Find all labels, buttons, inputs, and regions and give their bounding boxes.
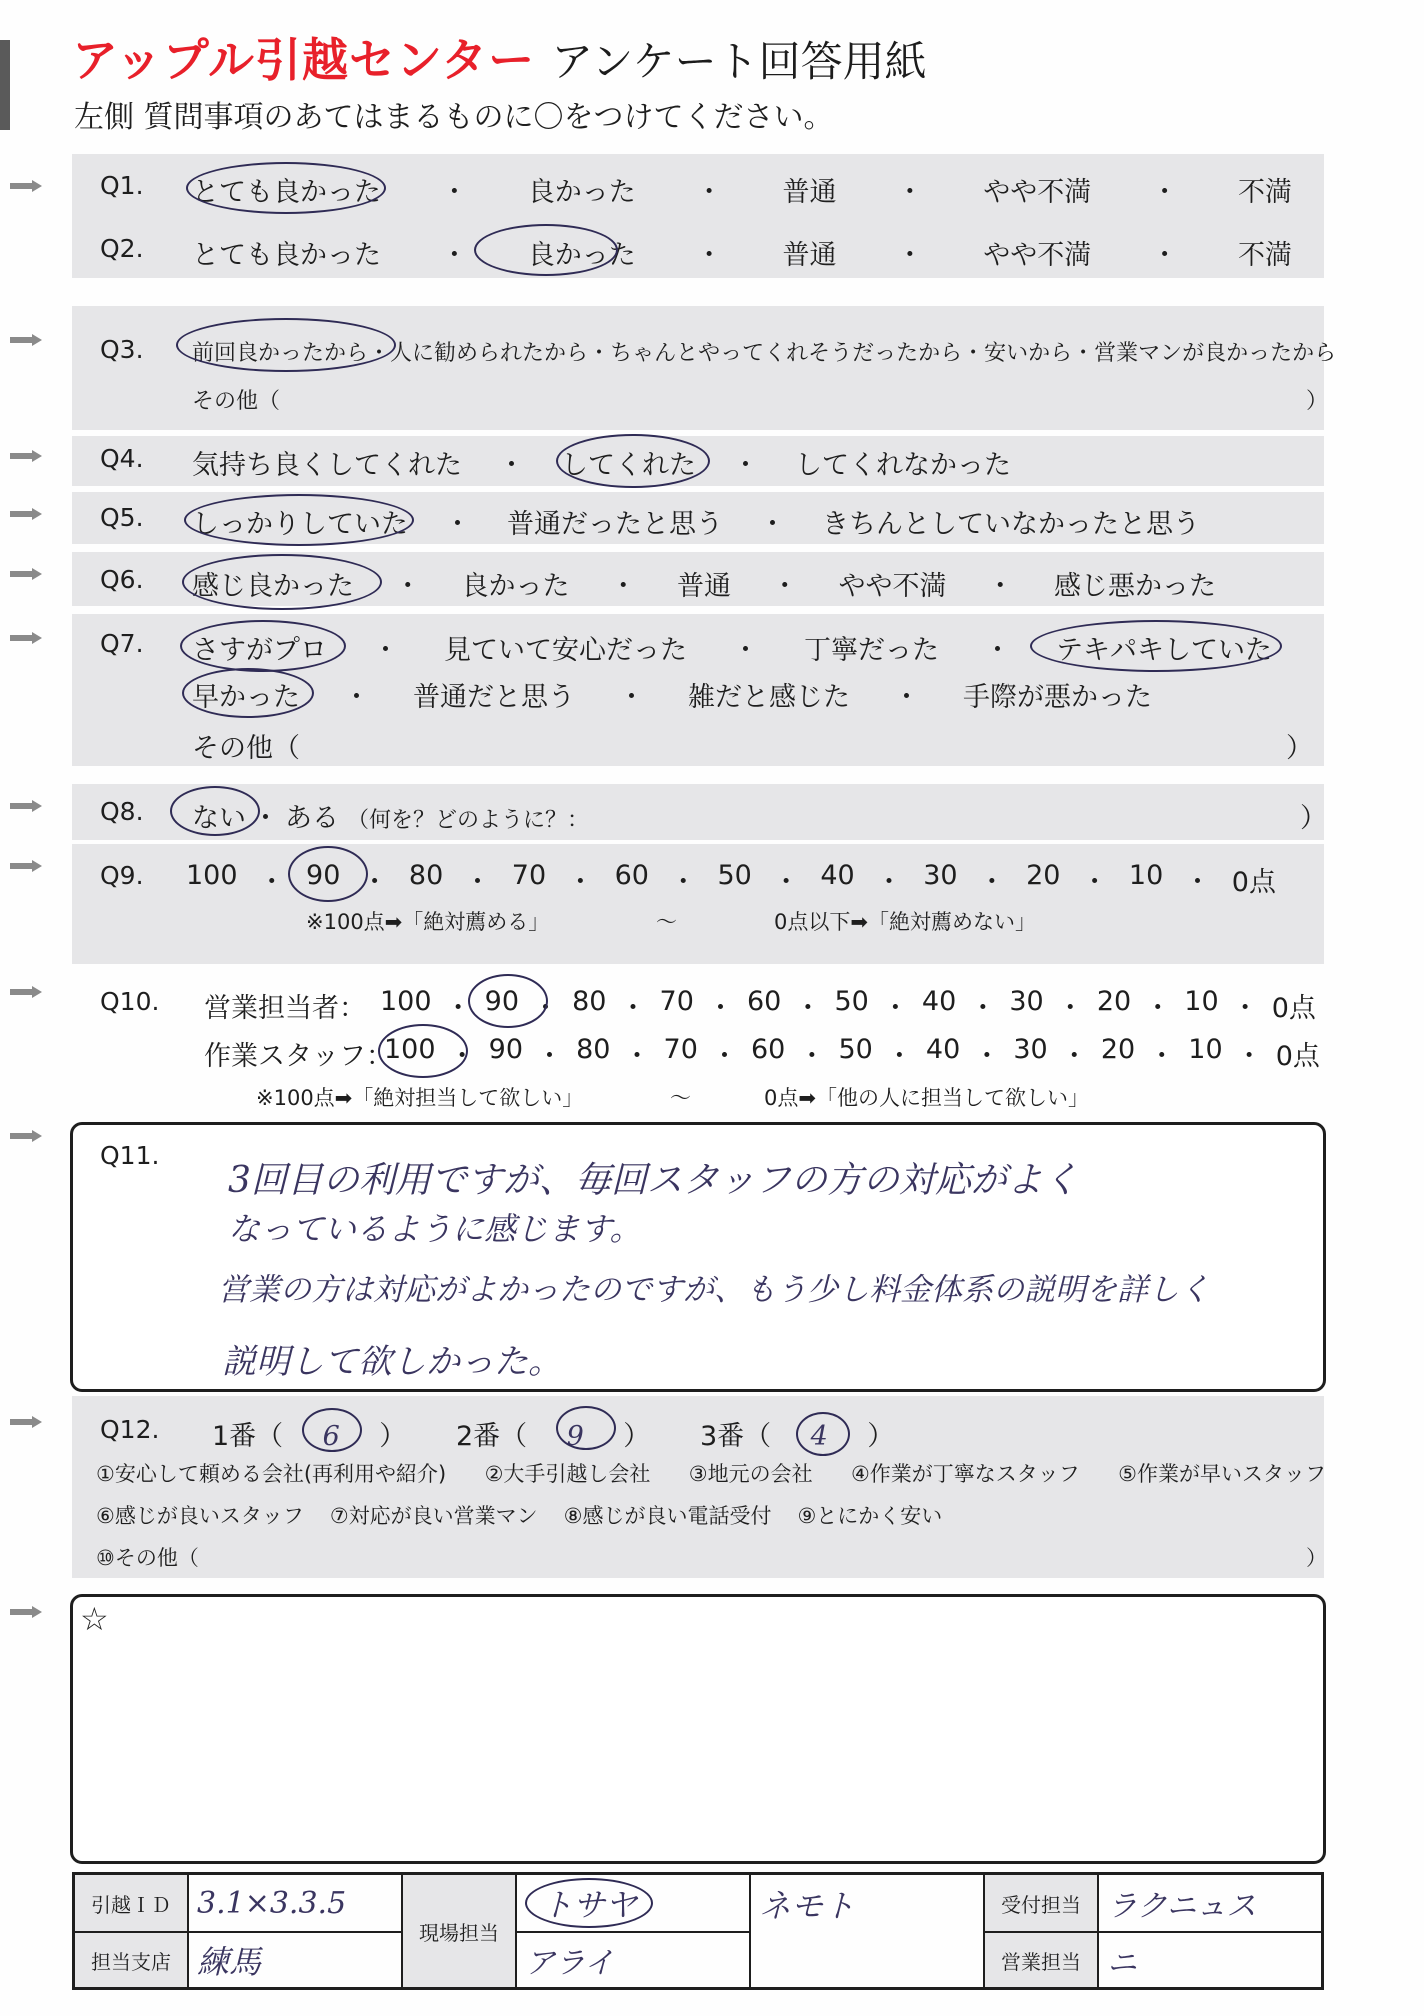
q1-option-5[interactable]: 不満	[1238, 177, 1292, 208]
q12-other-close: ）	[1306, 1546, 1327, 1570]
brand-name: アップル引越センター	[72, 33, 536, 87]
q6-option-3[interactable]: 普通	[677, 571, 731, 602]
q12-choice: ⑤作業が早いスタッフ	[1118, 1462, 1326, 1486]
q11-comment-line-4: 説明して欲しかった。	[222, 1342, 562, 1382]
q11-row	[100, 1140, 159, 1171]
q12-third-value[interactable]: 4	[810, 1421, 828, 1452]
q7-other-label: その他（	[192, 733, 300, 764]
q1-option-3[interactable]: 普通	[782, 177, 837, 208]
q10-sales-score[interactable]: 50	[834, 986, 869, 1017]
q10-staff-selection-mark	[378, 1024, 468, 1078]
q3-row	[100, 334, 144, 365]
q12-first-value[interactable]: 6	[322, 1421, 340, 1452]
q2-row	[100, 233, 144, 264]
q12-number: Q12.	[100, 1415, 160, 1444]
q2-options: とても良かった ・ 良かった ・ 普通 ・ やや不満 ・ 不満	[192, 233, 1292, 272]
q12-row	[100, 1414, 159, 1445]
q12-choice: ③地元の会社	[688, 1462, 813, 1486]
q3-other-close: ）	[1306, 389, 1329, 414]
q9-score[interactable]: 40	[820, 860, 855, 891]
q12-third-circle	[796, 1412, 850, 1456]
staff-info-table	[72, 1872, 1324, 1990]
q3-selection-mark	[176, 318, 396, 372]
q12-rank-2	[456, 1414, 650, 1453]
q12-choice: ⑦対応が良い営業マン	[329, 1504, 538, 1528]
q7-option-6[interactable]: 普通だと思う	[413, 682, 575, 713]
margin-arrow-icon	[10, 986, 40, 996]
q7-option-3[interactable]: 丁寧だった	[804, 635, 939, 666]
q10-sales-score[interactable]: 10	[1184, 986, 1219, 1017]
q3-number: Q3.	[100, 335, 144, 364]
q9-number: Q9.	[100, 861, 144, 890]
site-staff-3: ネモト	[750, 1874, 984, 1989]
branch-value: 練馬	[188, 1932, 402, 1989]
q1-number: Q1.	[100, 171, 144, 200]
q2-selection-mark	[474, 224, 618, 276]
q9-score[interactable]: 70	[511, 860, 547, 891]
sales-staff-value: ニ	[1098, 1932, 1323, 1989]
q5-number: Q5.	[100, 503, 144, 532]
q10-sales-score[interactable]: 60	[747, 986, 782, 1017]
margin-arrow-icon	[10, 1416, 40, 1426]
margin-arrow-icon	[10, 450, 40, 460]
q7-other-close: ）	[1286, 733, 1313, 764]
q8-option-2[interactable]: ある	[285, 803, 339, 834]
q7-selection-mark-2	[1030, 620, 1282, 672]
q9-score[interactable]: 30	[923, 860, 958, 891]
q9-score[interactable]: 100	[186, 860, 238, 891]
q1-option-1[interactable]: とても良かった	[192, 177, 381, 208]
q10-staff-score[interactable]: 40	[925, 1034, 961, 1065]
q5-row	[100, 502, 144, 533]
q6-option-5[interactable]: 感じ悪かった	[1054, 571, 1216, 602]
q10-staff-score[interactable]: 70	[663, 1034, 698, 1065]
q8-option-1[interactable]: ない	[192, 803, 246, 834]
q7-row	[100, 628, 144, 659]
q5-option-3[interactable]: きちんとしていなかったと思う	[822, 509, 1200, 540]
q7-option-8[interactable]: 手際が悪かった	[963, 682, 1152, 713]
q2-option-5[interactable]: 不満	[1238, 240, 1292, 271]
q7-option-5[interactable]: 早かった	[192, 682, 300, 713]
q10-sales-score[interactable]: 70	[659, 986, 694, 1017]
q10-sales-scores: 100 ・ 90 ・ 80 ・ 70 ・ 60 ・ 50 ・ 40 ・ 30 ・ 20 ・ 10 ・ 0点	[380, 986, 1316, 1024]
q12-second-value[interactable]: 9	[566, 1421, 584, 1452]
q11-comment-line-2: なっているように感じます。	[228, 1210, 642, 1248]
q7-options-row1: さすがプロ ・ 見ていて安心だった ・ 丁寧だった ・ テキパキしていた	[192, 628, 1272, 667]
q2-option-3[interactable]: 普通	[782, 240, 837, 271]
q1-option-4[interactable]: やや不満	[983, 177, 1092, 208]
q2-number: Q2.	[100, 234, 144, 263]
q10-tilde: ～	[670, 1086, 691, 1110]
q7-selection-mark-1	[180, 620, 346, 672]
site-staff-1-mark: トサヤ	[525, 1878, 653, 1928]
q7-option-1[interactable]: さすがプロ	[192, 635, 327, 666]
q9-score[interactable]: 10	[1128, 860, 1164, 891]
margin-arrow-icon	[10, 1606, 40, 1616]
q6-options: 感じ良かった ・ 良かった ・ 普通 ・ やや不満 ・ 感じ悪かった	[192, 564, 1216, 603]
site-staff-label: 現場担当	[402, 1874, 516, 1989]
q4-option-3[interactable]: してくれなかった	[795, 450, 1011, 481]
instruction-text: 左側 質問事項のあてはまるものに〇をつけてください。	[74, 100, 834, 135]
q7-number: Q7.	[100, 629, 144, 658]
q10-staff-scores: 100 ・ 90 ・ 80 ・ 70 ・ 60 ・ 50 ・ 40 ・ 30 ・ 20 ・ 10 ・ 0点	[384, 1034, 1320, 1072]
form-title: アンケート回答用紙	[551, 37, 927, 86]
q3-option-3[interactable]: ちゃんとやってくれそうだったから	[610, 341, 963, 366]
move-id-value: 3.1×3.3.5	[188, 1874, 402, 1933]
q10-staff-label: 作業スタッフ：	[204, 1041, 393, 1072]
q10-number: Q10.	[100, 987, 160, 1016]
q6-row	[100, 564, 144, 595]
q8-prompt: （何を？どのように？：	[347, 808, 590, 833]
q12-third-close: ）	[867, 1421, 895, 1452]
q1-selection-mark	[186, 162, 386, 214]
q9-selection-mark	[288, 846, 368, 902]
q5-option-2[interactable]: 普通だったと思う	[507, 509, 723, 540]
q12-second-circle	[556, 1406, 616, 1450]
q4-options: 気持ち良くしてくれた ・ してくれた ・ してくれなかった	[192, 450, 1011, 481]
q3-option-2[interactable]: 人に勧められたから	[390, 341, 589, 366]
q9-score[interactable]: 90	[306, 860, 341, 891]
q4-option-1[interactable]: 気持ち良くしてくれた	[192, 450, 462, 481]
q9-score[interactable]: 50	[717, 860, 752, 891]
q10-staff-score[interactable]: 0点	[1275, 1041, 1320, 1072]
q8-row	[100, 796, 144, 827]
q3-other-label: その他（	[192, 389, 281, 414]
q10-staff-score[interactable]: 80	[576, 1034, 611, 1065]
star-icon: ☆	[80, 1600, 109, 1638]
q9-score[interactable]: 80	[408, 860, 444, 891]
q6-number: Q6.	[100, 565, 144, 594]
form-header	[72, 24, 927, 90]
sales-staff-label: 営業担当	[984, 1932, 1098, 1989]
q9-tilde: ～	[656, 910, 677, 934]
q12-other-label: ⑩その他（	[96, 1546, 199, 1570]
q6-option-4[interactable]: やや不満	[838, 571, 947, 602]
q12-second-label: 2番（	[456, 1421, 528, 1452]
q4-selection-mark	[556, 434, 710, 488]
q5-option-1[interactable]: しっかりしていた	[192, 509, 408, 540]
q12-choice: ①安心して頼める会社(再利用や紹介)	[96, 1462, 447, 1486]
q7-selection-mark-3	[182, 668, 314, 718]
site-staff-1	[516, 1874, 750, 1933]
margin-arrow-icon	[10, 568, 40, 578]
q9-score[interactable]: 60	[614, 860, 649, 891]
q9-row	[100, 860, 144, 891]
q10-sales-score[interactable]: 20	[1096, 986, 1132, 1017]
q2-option-2[interactable]: 良かった	[527, 240, 636, 271]
q7-option-7[interactable]: 雑だと感じた	[688, 682, 850, 713]
q2-option-1[interactable]: とても良かった	[192, 240, 381, 271]
q12-choices-row-1	[96, 1458, 1326, 1488]
q6-option-1[interactable]: 感じ良かった	[192, 571, 354, 602]
q9-scores: 100 ・ 90 ・ 80 ・ 70 ・ 60 ・ 50 ・ 40 ・ 30 ・ 20 ・ 10 ・ 0点	[186, 860, 1276, 898]
reception-value: ラクニュス	[1098, 1874, 1323, 1933]
q1-row	[100, 170, 144, 201]
margin-arrow-icon	[10, 508, 40, 518]
q12-first-label: 1番（	[212, 1421, 284, 1452]
reception-label: 受付担当	[984, 1874, 1098, 1933]
q10-sales-score[interactable]: 30	[1009, 986, 1044, 1017]
q11-comment-line-3: 営業の方は対応がよかったのですが、もう少し料金体系の説明を詳しく	[218, 1272, 1210, 1308]
q12-first-close: ）	[379, 1421, 407, 1452]
q9-note-right: 0点以下➡「絶対薦めない」	[774, 910, 1036, 934]
site-staff-2: アライ	[516, 1932, 750, 1989]
margin-arrow-icon	[10, 800, 40, 810]
q3-option-4[interactable]: 安いから	[984, 341, 1073, 366]
q10-sales-score[interactable]: 40	[921, 986, 957, 1017]
q1-option-2[interactable]: 良かった	[527, 177, 636, 208]
q12-choice: ④作業が丁寧なスタッフ	[850, 1462, 1080, 1486]
q11-number: Q11.	[100, 1141, 160, 1170]
q10-staff-score[interactable]: 100	[384, 1034, 436, 1065]
q9-score[interactable]: 0点	[1231, 867, 1276, 898]
q12-choices-row-2	[96, 1500, 942, 1530]
q4-row	[100, 443, 144, 474]
q12-choice: ⑥感じが良いスタッフ	[96, 1504, 304, 1528]
q12-second-close: ）	[623, 1421, 651, 1452]
q8-selection-mark	[170, 786, 260, 836]
q9-note-left: ※100点➡「絶対薦める」	[306, 910, 550, 934]
q8-options: ない ・ ある （何を？どのように？：	[192, 803, 590, 834]
q10-staff-score[interactable]: 10	[1188, 1034, 1223, 1065]
q12-choice: ⑨とにかく安い	[797, 1504, 943, 1528]
q10-sales-label: 営業担当者：	[204, 993, 366, 1024]
q8-close: ）	[1300, 803, 1327, 834]
q8-number: Q8.	[100, 797, 144, 826]
q12-third-label: 3番（	[700, 1421, 772, 1452]
margin-arrow-icon	[10, 632, 40, 642]
q12-first-circle	[302, 1408, 362, 1452]
q12-choice: ②大手引越し会社	[484, 1462, 651, 1486]
q12-choice: ⑧感じが良い電話受付	[563, 1504, 772, 1528]
q5-selection-mark	[184, 494, 414, 546]
q10-sales-selection-mark	[468, 974, 548, 1028]
free-comment-box[interactable]	[70, 1594, 1326, 1864]
q10-staff-score[interactable]: 30	[1013, 1034, 1048, 1065]
q5-options: しっかりしていた ・ 普通だったと思う ・ きちんとしていなかったと思う	[192, 509, 1200, 540]
q2-option-4[interactable]: やや不満	[983, 240, 1092, 271]
q1-options: とても良かった ・ 良かった ・ 普通 ・ やや不満 ・ 不満	[192, 170, 1292, 209]
margin-arrow-icon	[10, 180, 40, 190]
q10-staff-score[interactable]: 90	[488, 1034, 523, 1065]
q4-option-2[interactable]: してくれた	[561, 450, 696, 481]
q10-staff-score[interactable]: 20	[1100, 1034, 1136, 1065]
q6-selection-mark	[182, 554, 382, 610]
q11-comment-line-1: 3回目の利用ですが、毎回スタッフの方の対応がよく	[228, 1160, 1079, 1201]
q9-score[interactable]: 20	[1026, 860, 1061, 891]
q4-number: Q4.	[100, 444, 144, 473]
q3-options: 前回良かったから・人に勧められたから・ちゃんとやってくれそうだったから・安いから・営業マンが良かったから	[192, 341, 1337, 366]
q10-sales-score[interactable]: 0点	[1271, 993, 1316, 1024]
q7-option-2[interactable]: 見ていて安心だった	[444, 635, 687, 666]
q6-option-2[interactable]: 良かった	[461, 571, 570, 602]
q10-staff-score[interactable]: 60	[751, 1034, 786, 1065]
q10-staff-score[interactable]: 50	[838, 1034, 873, 1065]
edge-mark	[0, 40, 10, 130]
margin-arrow-icon	[10, 860, 40, 870]
q3-option-1[interactable]: 前回良かったから	[192, 341, 369, 366]
q10-sales-score[interactable]: 90	[484, 986, 519, 1017]
q7-option-4[interactable]: テキパキしていた	[1056, 635, 1272, 666]
q10-row	[100, 986, 159, 1017]
q10-note-right: 0点➡「他の人に担当して欲しい」	[764, 1086, 1089, 1110]
margin-arrow-icon	[10, 1130, 40, 1140]
move-id-label: 引越ＩＤ	[74, 1874, 189, 1933]
branch-label: 担当支店	[74, 1932, 189, 1989]
q10-note-left: ※100点➡「絶対担当して欲しい」	[256, 1086, 584, 1110]
margin-arrow-icon	[10, 334, 40, 344]
q3-option-5[interactable]: 営業マンが良かったから	[1094, 341, 1337, 366]
q10-sales-score[interactable]: 80	[572, 986, 607, 1017]
q10-sales-score[interactable]: 100	[380, 986, 432, 1017]
q7-options-row2: 早かった ・ 普通だと思う ・ 雑だと感じた ・ 手際が悪かった	[192, 675, 1152, 714]
